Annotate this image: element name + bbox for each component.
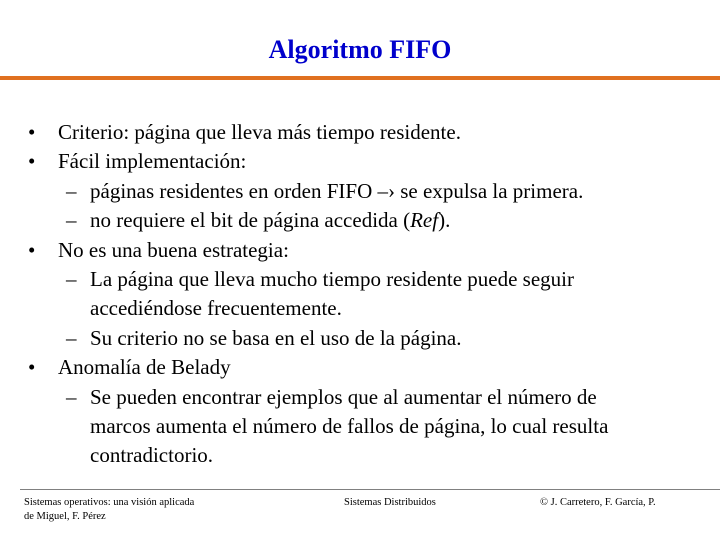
bullet-text: Anomalía de Belady	[58, 355, 231, 380]
sub-bullet-dash: –	[66, 208, 77, 233]
footer-copyright: © J. Carretero, F. García, P.	[540, 497, 656, 508]
sub-bullet-text-line3: contradictorio.	[90, 443, 214, 468]
bullet-text: No es una buena estrategia:	[58, 237, 289, 262]
sub-bullet-dash: –	[66, 325, 77, 350]
sub-bullet-item	[0, 265, 720, 324]
bullet-dot: •	[28, 120, 36, 144]
bullet-text: Fácil implementación:	[58, 149, 247, 174]
sub-bullet-dash: –	[66, 267, 77, 292]
sub-bullet-text-before: no requiere el bit de página accedida (	[90, 208, 411, 233]
sub-bullet-item	[0, 383, 720, 471]
bullet-item	[0, 236, 720, 265]
bullet-dot: •	[28, 149, 36, 174]
bullet-item	[0, 118, 720, 147]
bullet-dot: •	[28, 237, 36, 262]
sub-bullet-item	[0, 206, 720, 235]
sub-bullet-text-line2: accediéndose frecuentemente.	[90, 296, 342, 321]
slide-title: Algoritmo FIFO	[268, 35, 452, 64]
sub-bullet-item	[0, 177, 720, 206]
bullet-item	[0, 353, 720, 382]
sub-bullet-dash: –	[66, 384, 77, 409]
sub-bullet-dash: –	[66, 178, 77, 203]
sub-bullet-text-after: ).	[438, 208, 451, 233]
footer-course-title: Sistemas Distribuidos	[344, 497, 436, 508]
sub-bullet-item	[0, 324, 720, 353]
footer-left-line1: Sistemas operativos: una visión aplicada	[24, 497, 195, 508]
bullet-text: Criterio: página que lleva más tiempo residente.	[58, 120, 461, 144]
sub-bullet-text-line1: La página que lleva mucho tiempo residente puede seguir	[90, 267, 574, 292]
sub-bullet-text-line1: Se pueden encontrar ejemplos que al aumentar el número de	[90, 384, 597, 409]
footer-book-credit	[24, 496, 194, 524]
bullet-dot: •	[28, 355, 36, 380]
footer-divider	[20, 489, 720, 490]
sub-bullet-italic: Ref	[410, 208, 439, 233]
sub-bullet-text: páginas residentes en orden FIFO –› se expulsa la primera.	[90, 178, 584, 203]
title-underline	[0, 76, 720, 80]
footer-left-line2: de Miguel, F. Pérez	[24, 511, 106, 522]
bullet-list	[0, 118, 720, 471]
sub-bullet-text-line2: marcos aumenta el número de fallos de página, lo cual resulta	[90, 414, 609, 439]
bullet-item	[0, 147, 720, 176]
sub-bullet-text: Su criterio no se basa en el uso de la página.	[90, 325, 462, 350]
